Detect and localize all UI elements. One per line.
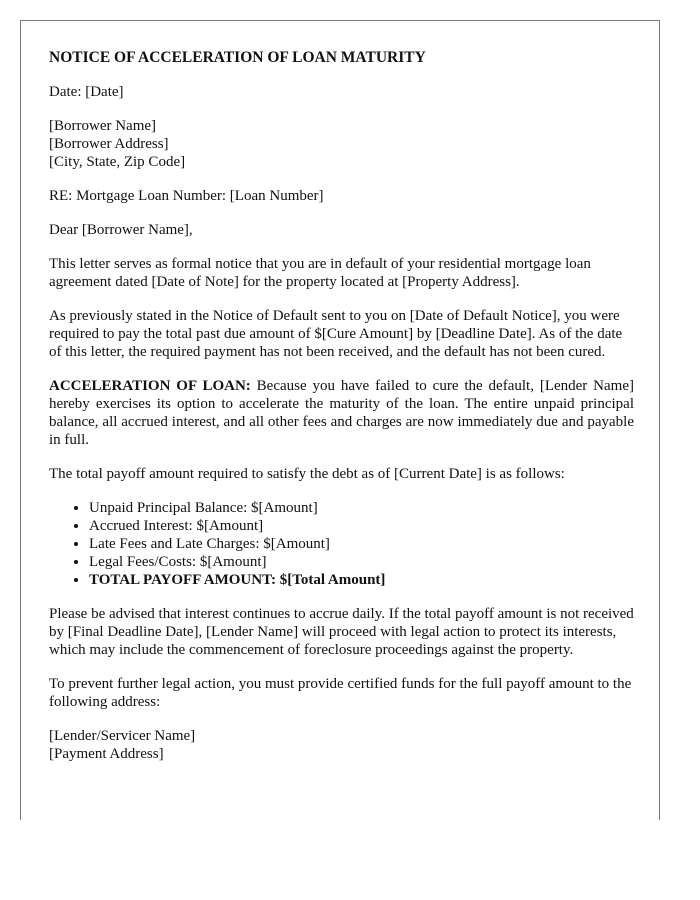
list-item: • Late Fees and Late Charges: $[Amount] [89, 535, 634, 553]
servicer-address: [Payment Address] [49, 746, 164, 762]
recipient-city-state-zip: [City, State, Zip Code] [49, 154, 186, 170]
acceleration-paragraph [49, 377, 634, 449]
letter-content [49, 49, 634, 779]
salutation: Dear [Borrower Name], [49, 222, 193, 238]
date-line: Date: [Date] [49, 84, 124, 100]
re-line: RE: Mortgage Loan Number: [Loan Number] [49, 188, 324, 204]
acceleration-heading: ACCELERATION OF LOAN: [49, 378, 251, 394]
list-item: • Legal Fees/Costs: $[Amount] [89, 553, 634, 571]
acceleration-text: Because you have failed to cure the default, [Lender Name] hereby exercises its option to accelerate the maturity of the loan. The entire unpaid principal balance, all accrued interest, and all other fees and charges are now immediately due and payable in full. [49, 378, 634, 448]
list-item: • Accrued Interest: $[Amount] [89, 517, 634, 535]
recipient-address: [Borrower Address] [49, 136, 169, 152]
interest-paragraph: Please be advised that interest continues to accrue daily. If the total payoff amount is not received by [Final Deadline Date], [Lender Name] will proceed with legal action to protect its interests, which may include the commencement of foreclosure proceedings against the property. [49, 606, 634, 658]
recipient-block [49, 117, 634, 171]
payoff-list [49, 499, 634, 589]
payoff-total: TOTAL PAYOFF AMOUNT: $[Total Amount] [89, 572, 386, 588]
payoff-total-item [89, 571, 634, 589]
previous-notice-paragraph: As previously stated in the Notice of Default sent to you on [Date of Default Notice], you were required to pay the total past due amount of $[Cure Amount] by [Deadline Date]. As of the date of this letter, the required payment has not been received, and the default has not been cured. [49, 308, 623, 360]
payoff-intro: The total payoff amount required to satisfy the debt as of [Current Date] is as follows: [49, 466, 565, 482]
recipient-name: [Borrower Name] [49, 118, 157, 134]
letter-title: NOTICE OF ACCELERATION OF LOAN MATURITY [49, 49, 426, 66]
letter-page [20, 20, 660, 820]
intro-paragraph: This letter serves as formal notice that you are in default of your residential mortgage loan agreement dated [Date of Note] for the property located at [Property Address]. [49, 256, 591, 290]
servicer-name: [Lender/Servicer Name] [49, 728, 196, 744]
prevent-action-paragraph: To prevent further legal action, you must provide certified funds for the full payoff amount to the following address: [49, 676, 632, 710]
list-item: • Unpaid Principal Balance: $[Amount] [89, 499, 634, 517]
servicer-block [49, 727, 634, 763]
